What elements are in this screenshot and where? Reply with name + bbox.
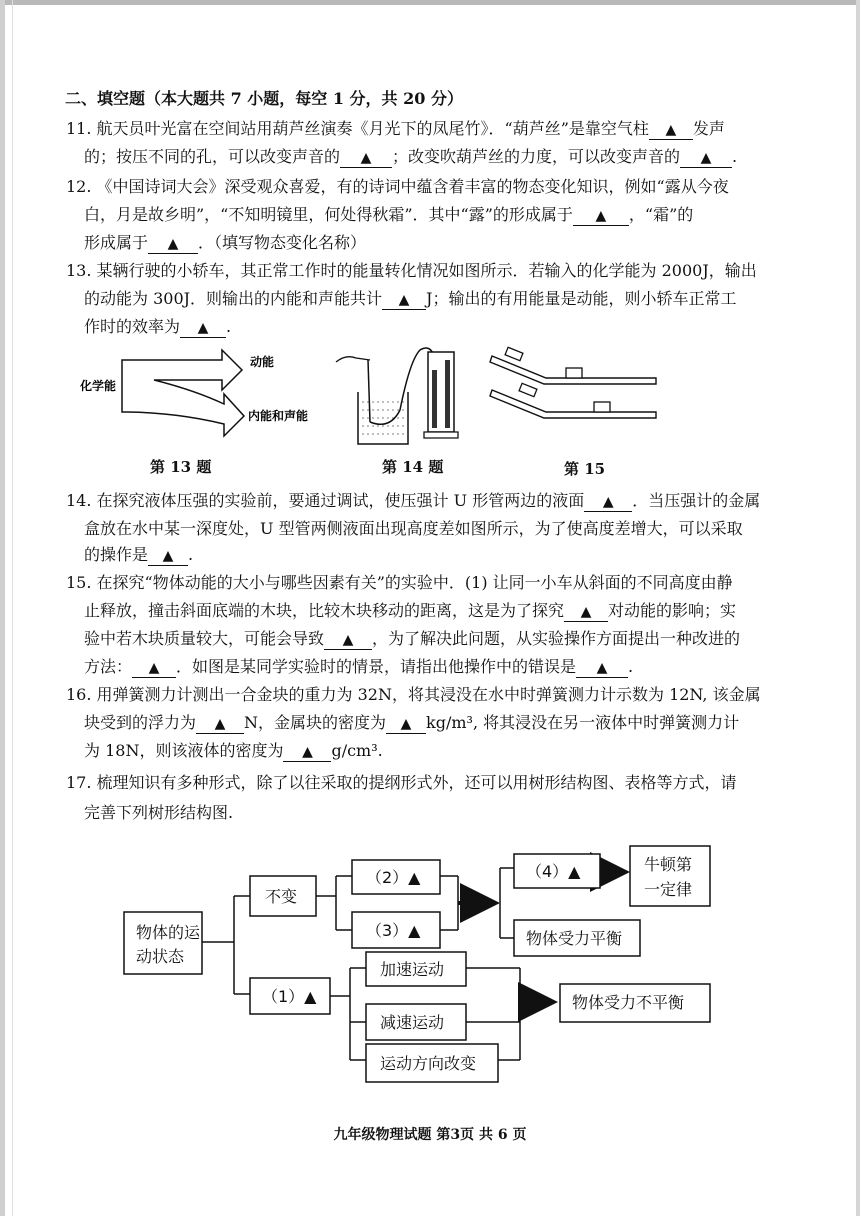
fig15-caption: 第 15 (564, 460, 606, 478)
q11-line2: 的；按压不同的孔，可以改变声音的 ▲ ；改变吹葫芦丝的力度，可以改变声音的 ▲ . (84, 147, 738, 166)
answer-blank: ▲ (573, 207, 629, 226)
u-tube-board (428, 352, 454, 432)
rubber-tube (370, 348, 434, 424)
answer-blank: ▲ (649, 121, 693, 140)
q11-line1: 11. 航天员叶光富在空间站用葫芦丝演奏《月光下的凤尾竹》．“葫芦丝”是靠空气柱 ▲ 发声 (66, 119, 725, 138)
ramp-bottom (490, 390, 656, 418)
newton-label-1: 牛顿第 (644, 855, 693, 874)
q14-line2: 盒放在水中某一深度处，U 型管两侧液面出现高度差如图所示，为了使高度差增大，可以采取 (84, 519, 743, 538)
answer-blank: ▲ (382, 291, 426, 310)
q16-line1: 16. 用弹簧测力计测出一合金块的重力为 32N，将其浸没在水中时弹簧测力计示数为 12N, 该金属 (66, 685, 761, 704)
q13-line1: 13. 某辆行驶的小轿车，其正常工作时的能量转化情况如图所示．若输入的化学能为 2000J，输出 (66, 261, 757, 280)
unchanged-label: 不变 (265, 887, 298, 906)
fig13-output-kinetic: 动能 (250, 355, 275, 369)
newton-label-2: 一定律 (644, 880, 693, 899)
motion-state-tree (110, 840, 730, 1090)
q16-line3: 为 18N，则该液体的密度为 ▲ g/cm³. (84, 741, 383, 760)
blank3-label: （3）▲ (366, 921, 421, 940)
u-tube-right-liquid (445, 360, 450, 428)
unbalanced-label: 物体受力不平衡 (572, 993, 685, 1012)
answer-blank: ▲ (180, 319, 226, 338)
answer-blank: ▲ (680, 149, 732, 168)
answer-blank: ▲ (324, 631, 372, 650)
page-footer: 九年级物理试题 第3页 共 6 页 (333, 1127, 527, 1143)
q15-line2: 止释放，撞击斜面底端的木块，比较木块移动的距离，这是为了探究 ▲ 对动能的影响；实 (84, 601, 737, 620)
q12-line2: 白，月是故乡明”，“不知明镜里，何处得秋霜”．其中“露”的形成属于 ▲ ，“霜”的 (84, 205, 694, 224)
answer-blank: ▲ (340, 149, 392, 168)
water-pattern (362, 402, 404, 434)
fig15-ramps (488, 344, 668, 428)
q13-line3: 作时的效率为 ▲ . (84, 317, 232, 336)
fig14-pressure-gauge (330, 340, 480, 450)
answer-blank: ▲ (564, 603, 608, 622)
u-tube-base (424, 432, 458, 438)
q13-line2: 的动能为 300J．则输出的内能和声能共计 ▲ J；输出的有用能量是动能，则小轿车正常工 (84, 289, 737, 308)
root-label-2: 动状态 (136, 947, 185, 966)
blank1-label: （1）▲ (262, 987, 317, 1006)
section-header: 二、填空题（本大题共 7 小题，每空 1 分，共 20 分） (65, 89, 463, 108)
fig13-caption: 第 13 题 (150, 458, 212, 476)
fig13-output-heat-sound: 内能和声能 (248, 409, 309, 423)
answer-blank: ▲ (148, 235, 198, 254)
root-label-1: 物体的运 (136, 923, 201, 942)
blank4-label: （4）▲ (526, 862, 581, 881)
answer-blank: ▲ (196, 715, 244, 734)
q15-line4: 方法： ▲ ．如图是某同学实验时的情景，请指出他操作中的错误是 ▲ . (84, 657, 634, 676)
direction-change-label: 运动方向改变 (380, 1054, 477, 1073)
answer-blank: ▲ (386, 715, 426, 734)
fig13-energy-flow (74, 342, 334, 442)
answer-blank: ▲ (584, 493, 632, 512)
cart-bottom (519, 383, 537, 396)
u-tube-left-liquid (432, 370, 437, 428)
decelerate-label: 减速运动 (380, 1013, 445, 1032)
probe-rod (368, 360, 370, 422)
cart-top (505, 347, 523, 360)
accelerate-label: 加速运动 (380, 960, 445, 979)
answer-blank: ▲ (283, 743, 331, 762)
q12-line1: 12. 《中国诗词大会》深受观众喜爱，有的诗词中蕴含着丰富的物态变化知识，例如“露从今夜 (66, 177, 729, 196)
q17-line2: 完善下列树形结构图. (84, 803, 234, 822)
q12-line3: 形成属于 ▲ ．（填写物态变化名称） (84, 233, 367, 252)
fig13-input-label: 化学能 (80, 379, 117, 393)
q16-line2: 块受到的浮力为 ▲ N，金属块的密度为 ▲ kg/m³, 将其浸没在另一液体中时弹簧测力计 (84, 713, 740, 732)
block-top (566, 368, 582, 378)
fig14-caption: 第 14 题 (382, 458, 444, 476)
energy-arrow-shape (122, 350, 244, 436)
answer-blank: ▲ (132, 659, 176, 678)
hand (336, 357, 370, 362)
balanced-label: 物体受力平衡 (526, 929, 623, 948)
blank2-label: （2）▲ (366, 868, 421, 887)
q14-line1: 14. 在探究液体压强的实验前，要通过调试，使压强计 U 形管两边的液面 ▲ ．当压强计的金属 (66, 491, 761, 510)
answer-blank: ▲ (576, 659, 628, 678)
q15-line3: 验中若木块质量较大，可能会导致 ▲ ，为了解决此问题，从实验操作方面提出一种改进的 (84, 629, 741, 648)
block-bottom (594, 402, 610, 412)
q17-line1: 17. 梳理知识有多种形式，除了以往采取的提纲形式外，还可以用树形结构图、表格等方式，请 (66, 773, 737, 792)
q14-line3: 的操作是 ▲ . (84, 545, 194, 564)
answer-blank: ▲ (148, 547, 188, 566)
q15-line1: 15. 在探究“物体动能的大小与哪些因素有关”的实验中．(1) 让同一小车从斜面的不同高度由静 (66, 573, 733, 592)
